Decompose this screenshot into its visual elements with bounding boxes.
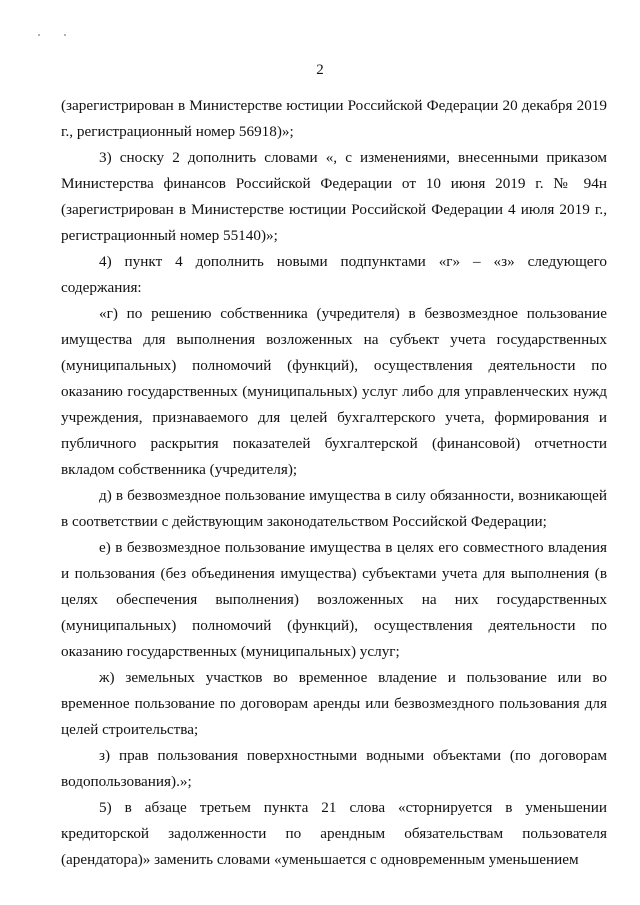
paragraph-item-5: 5) в абзаце третьем пункта 21 слова «сторнируется в уменьшении кредиторской задолженности по арендным обязательствам пользователя (арендатора)» заменить словами «уменьшается с одновременным уменьшением bbox=[61, 799, 607, 868]
paragraph-item-3: 3) сноску 2 дополнить словами «, с изменениями, внесенными приказом Министерства финансов Российской Федерации от 10 июня 2019 г. № 94н (зарегистрирован в Министерстве юстиции Российской Федерации 4 июля 2019 г., регистрационный номер 55140)»; bbox=[61, 149, 607, 244]
paragraph-subitem-e: е) в безвозмездное пользование имущества в целях его совместного владения и пользования (без объединения имущества) субъектами учета для выполнения (в целях обеспечения выполнения) возложенных на них государственных (муниципальных) полномочий (функций), осуществления деятельности по оказанию государственных (муниципальных) услуг; bbox=[61, 539, 607, 660]
page-number: 2 bbox=[316, 62, 324, 78]
paragraph-subitem-z: з) прав пользования поверхностными водными объектами (по договорам водопользования).»; bbox=[61, 747, 607, 790]
document-body bbox=[61, 93, 607, 873]
paragraph-item-4: 4) пункт 4 дополнить новыми подпунктами «г» – «з» следующего содержания: bbox=[61, 253, 607, 296]
scan-speck bbox=[64, 34, 66, 36]
paragraph-continuation: (зарегистрирован в Министерстве юстиции Российской Федерации 20 декабря 2019 г., регистрационный номер 56918)»; bbox=[61, 97, 607, 140]
paragraph-subitem-g: «г) по решению собственника (учредителя) в безвозмездное пользование имущества для выполнения возложенных на субъект учета государственных (муниципальных) полномочий (функций), осуществления деятельности по оказанию государственных (муниципальных) услуг либо для управленческих нужд учреждения, признаваемого для целей бухгалтерского учета, формирования и публичного раскрытия показателей бухгалтерской (финансовой) отчетности вкладом собственника (учредителя); bbox=[61, 305, 607, 478]
scan-speck bbox=[38, 34, 40, 36]
paragraph-subitem-d: д) в безвозмездное пользование имущества в силу обязанности, возникающей в соответствии с действующим законодательством Российской Федерации; bbox=[61, 487, 607, 530]
paragraph-subitem-zh: ж) земельных участков во временное владение и пользование или во временное пользование по договорам аренды или безвозмездного пользования для целей строительства; bbox=[61, 669, 607, 738]
